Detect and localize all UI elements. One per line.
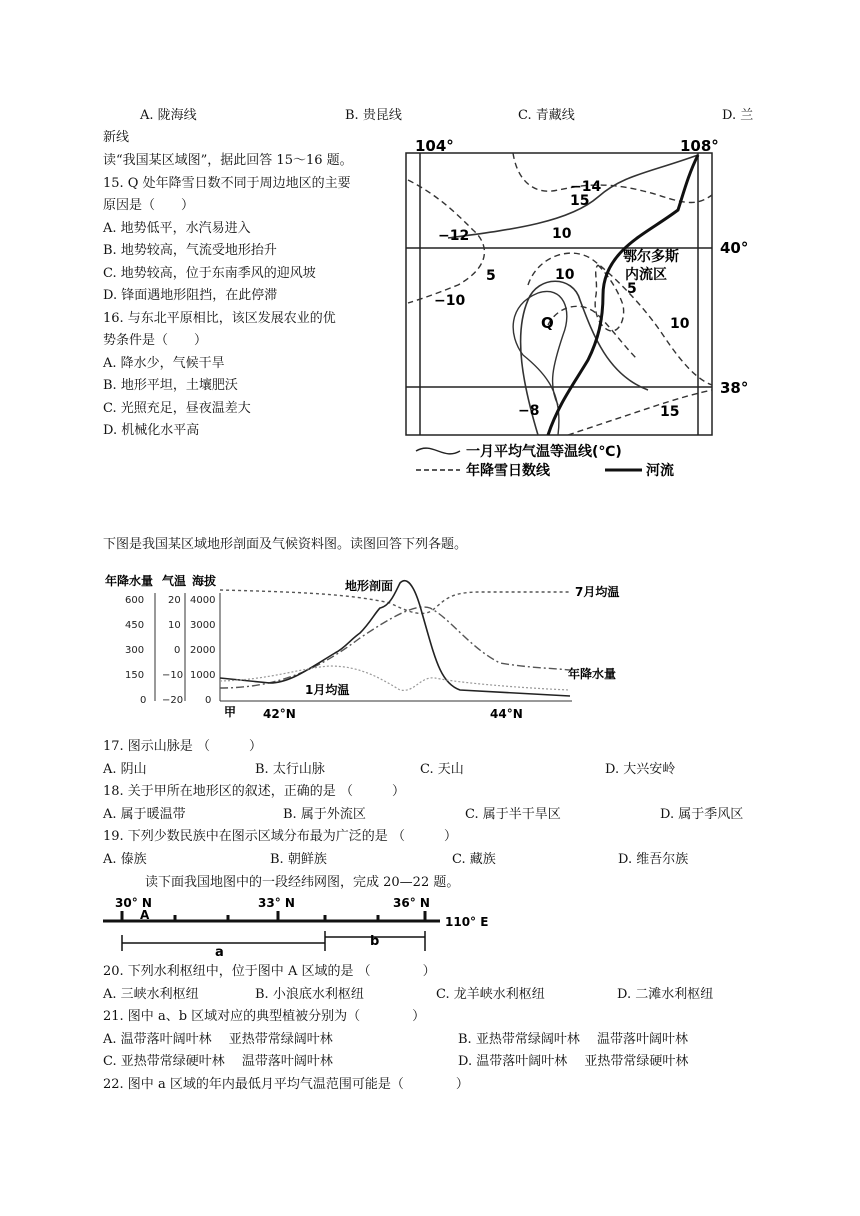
lat-33n-label: 33° N xyxy=(258,896,295,910)
temp-tick: 0 xyxy=(174,645,181,656)
region-b-label: b xyxy=(370,934,380,949)
temp-tick: 20 xyxy=(168,595,181,606)
elev-tick: 2000 xyxy=(190,645,216,656)
q15-option-b: B. 地势较高，气流受地形抬升 xyxy=(103,243,277,258)
elev-tick: 0 xyxy=(205,695,212,706)
legend-isotherm: 一月平均气温等温线(℃) xyxy=(466,444,622,460)
q20-option-a: A. 三峡水利枢纽 xyxy=(103,987,199,1002)
q16-option-b: B. 地形平坦，土壤肥沃 xyxy=(103,378,238,393)
label-jan-temp: 1月均温 xyxy=(305,683,350,697)
lon-108-label: 108° xyxy=(680,137,719,155)
q21-stem: 21. 图中 a、b 区域对应的典型植被分别为（ ） xyxy=(103,1009,426,1024)
q21-option-c: C. 亚热带常绿硬叶林 温带落叶阔叶林 xyxy=(103,1054,333,1069)
terrain-profile-line xyxy=(220,581,570,696)
label-profile: 地形剖面 xyxy=(345,579,394,593)
q15-option-d: D. 锋面遇地形阻挡，在此停滞 xyxy=(103,288,278,303)
temp-tick: 10 xyxy=(168,620,181,631)
precip-tick: 450 xyxy=(125,620,145,631)
precip-tick: 600 xyxy=(125,595,145,606)
q18-option-b: B. 属于外流区 xyxy=(283,807,366,822)
q17-option-d: D. 大兴安岭 xyxy=(605,762,676,777)
elev-tick: 1000 xyxy=(190,670,216,681)
ordos-label-2: 内流区 xyxy=(625,267,667,283)
isoline-label: 5 xyxy=(486,268,496,284)
q19-option-b: B. 朝鲜族 xyxy=(270,852,327,867)
x-tick-42n: 42°N xyxy=(263,707,296,721)
latlong-grid-figure xyxy=(100,893,500,958)
q18-option-a: A. 属于暖温带 xyxy=(103,807,186,822)
q19-option-c: C. 藏族 xyxy=(452,852,496,867)
q16-option-d: D. 机械化水平高 xyxy=(103,423,200,438)
q15-stem: 15. Q 处年降雪日数不同于周边地区的主要 xyxy=(103,176,351,191)
q15-option-a: A. 地势低平，水汽易进入 xyxy=(103,221,251,236)
elev-tick: 3000 xyxy=(190,620,216,631)
precip-tick: 300 xyxy=(125,645,145,656)
label-precip: 年降水量 xyxy=(568,667,617,681)
region-a-upper-label: A xyxy=(140,908,150,922)
region-a-lower-label: a xyxy=(215,945,224,958)
q17-stem: 17. 图示山脉是 （ ） xyxy=(103,739,262,754)
q17-option-c: C. 天山 xyxy=(420,762,464,777)
q21-option-b: B. 亚热带常绿阔叶林 温带落叶阔叶林 xyxy=(458,1032,688,1047)
legend-river: 河流 xyxy=(646,463,674,479)
q22-stem: 22. 图中 a 区域的年内最低月平均气温范围可能是（ ） xyxy=(103,1077,469,1092)
q16-option-a: A. 降水少，气候干旱 xyxy=(103,356,225,371)
isoline-label: 10 xyxy=(670,316,690,332)
isoline-label: −14 xyxy=(570,179,602,195)
lon-104-label: 104° xyxy=(415,137,454,155)
isoline-label: 10 xyxy=(552,226,572,242)
ordos-region-map xyxy=(398,135,763,505)
q20-option-b: B. 小浪底水利枢纽 xyxy=(255,987,364,1002)
q17-option-a: A. 阴山 xyxy=(103,762,147,777)
q16-option-c: C. 光照充足，昼夜温差大 xyxy=(103,401,251,416)
isoline-label: 5 xyxy=(627,281,637,297)
lon-110e-label: 110° E xyxy=(445,915,489,929)
intro-15-16: 读“我国某区域图”，据此回答 15～16 题。 xyxy=(103,153,353,168)
q20-option-c: C. 龙羊峡水利枢纽 xyxy=(436,987,545,1002)
jan-temp-line xyxy=(220,666,570,690)
q20-option-d: D. 二滩水利枢纽 xyxy=(617,987,714,1002)
q18-option-d: D. 属于季风区 xyxy=(660,807,744,822)
q18-stem: 18. 关于甲所在地形区的叙述，正确的是 （ ） xyxy=(103,784,405,799)
label-july-temp: 7月均温 xyxy=(575,585,620,599)
q14-option-b: B. 贵昆线 xyxy=(345,108,402,123)
intro-20-22: 读下面我国地图中的一段经纬网图，完成 20—22 题。 xyxy=(145,875,460,890)
lat-40-label: 40° xyxy=(720,239,749,257)
axis-title-temp: 气温 xyxy=(162,574,187,588)
q14-option-c: C. 青藏线 xyxy=(518,108,575,123)
isoline-label: 15 xyxy=(660,404,680,420)
precip-tick: 150 xyxy=(125,670,145,681)
precip-tick: 0 xyxy=(140,695,147,706)
x-tick-44n: 44°N xyxy=(490,707,523,721)
q19-option-a: A. 傣族 xyxy=(103,852,147,867)
q21-option-a: A. 温带落叶阔叶林 亚热带常绿阔叶林 xyxy=(103,1032,333,1047)
axis-title-precip: 年降水量 xyxy=(105,574,154,588)
temp-tick: −10 xyxy=(162,670,184,681)
x-start-label: 甲 xyxy=(224,705,237,719)
lat-30n-label: 30° N xyxy=(115,896,152,910)
isoline-label: −12 xyxy=(438,228,470,244)
elev-tick: 4000 xyxy=(190,595,216,606)
q18-option-c: C. 属于半干旱区 xyxy=(465,807,561,822)
legend-snow-days: 年降雪日数线 xyxy=(466,463,550,479)
isotherm-legend-symbol xyxy=(416,448,460,454)
q17-option-b: B. 太行山脉 xyxy=(255,762,325,777)
lat-38-label: 38° xyxy=(720,379,749,397)
q15-stem-cont: 原因是（ ） xyxy=(103,198,195,213)
intro-17-19: 下图是我国某区域地形剖面及气候资料图。读图回答下列各题。 xyxy=(103,537,468,552)
isoline-label: −8 xyxy=(518,403,540,419)
q20-stem: 20. 下列水利枢纽中，位于图中 A 区域的是 （ ） xyxy=(103,964,436,979)
axis-title-elev: 海拔 xyxy=(192,574,217,588)
isoline-label: 15 xyxy=(570,193,590,209)
q19-option-d: D. 维吾尔族 xyxy=(618,852,689,867)
q16-stem-cont: 势条件是（ ） xyxy=(103,333,208,348)
q14-option-d: D. 兰 xyxy=(722,108,754,123)
temp-tick: −20 xyxy=(162,695,184,706)
isoline-label: 10 xyxy=(555,267,575,283)
q14-option-d-cont: 新线 xyxy=(103,130,130,145)
q19-stem: 19. 下列少数民族中在图示区域分布最为广泛的是 （ ） xyxy=(103,829,457,844)
q15-option-c: C. 地势较高，位于东南季风的迎风坡 xyxy=(103,266,316,281)
q21-option-d: D. 温带落叶阔叶林 亚热带常绿硬叶林 xyxy=(458,1054,689,1069)
q-point-label: Q xyxy=(541,314,554,332)
q16-stem: 16. 与东北平原相比，该区发展农业的优 xyxy=(103,311,336,326)
ordos-label: 鄂尔多斯 xyxy=(623,249,679,265)
q14-option-a: A. 陇海线 xyxy=(140,108,197,123)
lat-36n-label: 36° N xyxy=(393,896,430,910)
isoline-label: −10 xyxy=(434,293,466,309)
terrain-profile-chart xyxy=(100,568,630,728)
